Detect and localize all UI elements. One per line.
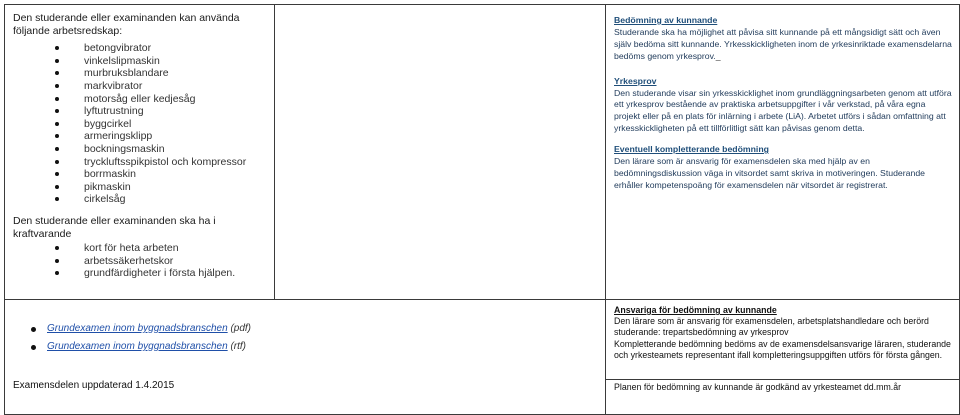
links-cell (4, 299, 606, 415)
plan-approval: Planen för bedömning av kunnande är godkänd av yrkesteamet dd.mm.år (614, 382, 902, 392)
supplementary-text: Den lärare som är ansvarig för examensdelen ska med hjälp av en bedömningsdiskussion väga in vitsordet samt skriva in motiveringen. Studerande erhåller kompetenspoäng för examensdelen när vitsordet är registrerat. (614, 156, 925, 190)
tools-list (5, 42, 274, 206)
updated-date: Examensdelen uppdaterad 1.4.2015 (13, 380, 175, 391)
assessment-text (614, 27, 953, 63)
tools-intro: Den studerande eller examinanden kan använda följande arbetsredskap: (13, 12, 240, 37)
tool-item: motorsåg eller kedjesåg (5, 93, 274, 106)
tool-item: borrmaskin (5, 168, 274, 181)
tool-item: byggcirkel (5, 118, 274, 131)
requirement-item: arbetssäkerhetskor (5, 255, 274, 268)
tool-item: markvibrator (5, 80, 274, 93)
tools-cell (4, 4, 275, 300)
link-item-pdf (5, 320, 605, 338)
tool-item: bockningsmaskin (5, 143, 274, 156)
link-item-rtf (5, 338, 605, 356)
tool-item: betongvibrator (5, 42, 274, 55)
requirement-item: grundfärdigheter i första hjälpen. (5, 267, 274, 280)
requirements-intro: Den studerande eller examinanden ska ha i kraftvarande (13, 214, 216, 240)
tool-item: vinkelslipmaskin (5, 55, 274, 68)
supplementary-heading: Eventuell kompletterande bedömning (614, 144, 769, 155)
yrkesprov-heading: Yrkesprov (614, 75, 657, 86)
assessment-text-body: Studerande ska ha möjlighet att påvisa sitt kunnande på ett mångsidigt sätt och även själv bedöma sitt kunnande. Yrkesskickligheten inom de yrkesinriktade examensdelarna bedöms genom yrkesprov. (614, 26, 952, 61)
assessment-text-tail: _ (715, 50, 721, 61)
requirement-item: kort för heta arbeten (5, 242, 274, 255)
assessment-cell (605, 4, 960, 300)
tool-item: murbruksblandare (5, 67, 274, 80)
tool-item: cirkelsåg (5, 193, 274, 206)
link-suffix: (pdf) (227, 323, 252, 334)
degree-link-pdf[interactable]: Grundexamen inom byggnadsbranschen (47, 323, 228, 334)
tool-item: lyftutrustning (5, 105, 274, 118)
link-suffix: (rtf) (227, 341, 246, 352)
empty-cell (274, 4, 606, 300)
plan-cell (605, 379, 960, 415)
responsible-line: Kompletterande bedömning bedöms av de examensdelsansvarige läraren, studerande och yrkesteamets representant ifall kompletteringsuppgiften utförs för första gången. (614, 338, 951, 360)
assessment-heading: Bedömning av kunnande (614, 15, 718, 25)
links-list (5, 300, 605, 356)
tool-item: tryckluftsspikpistol och kompressor (5, 156, 274, 169)
responsible-heading: Ansvariga för bedömning av kunnande (614, 305, 777, 315)
degree-link-rtf[interactable]: Grundexamen inom byggnadsbranschen (47, 341, 228, 352)
tool-item: pikmaskin (5, 181, 274, 194)
responsible-cell (605, 299, 960, 380)
requirements-list (5, 242, 274, 280)
yrkesprov-text: Den studerande visar sin yrkesskicklighet inom grundläggningsarbeten genom att utföra ett yrkesprov bestående av praktiska arbetsuppgifter i vår verkstad, på våra egna projekt eller på en plats för inlärning i arbete (LiA). Arbetet utförs i sådan omfattning att yrkesskickligheten på ett tillförlitligt sätt kan påvisas genom detta. (614, 87, 952, 134)
responsible-line: Den lärare som är ansvarig för examensdelen, arbetsplatshandledare och berörd studerande: trepartsbedömning av yrkesprov (614, 316, 929, 338)
tool-item: armeringsklipp (5, 130, 274, 143)
